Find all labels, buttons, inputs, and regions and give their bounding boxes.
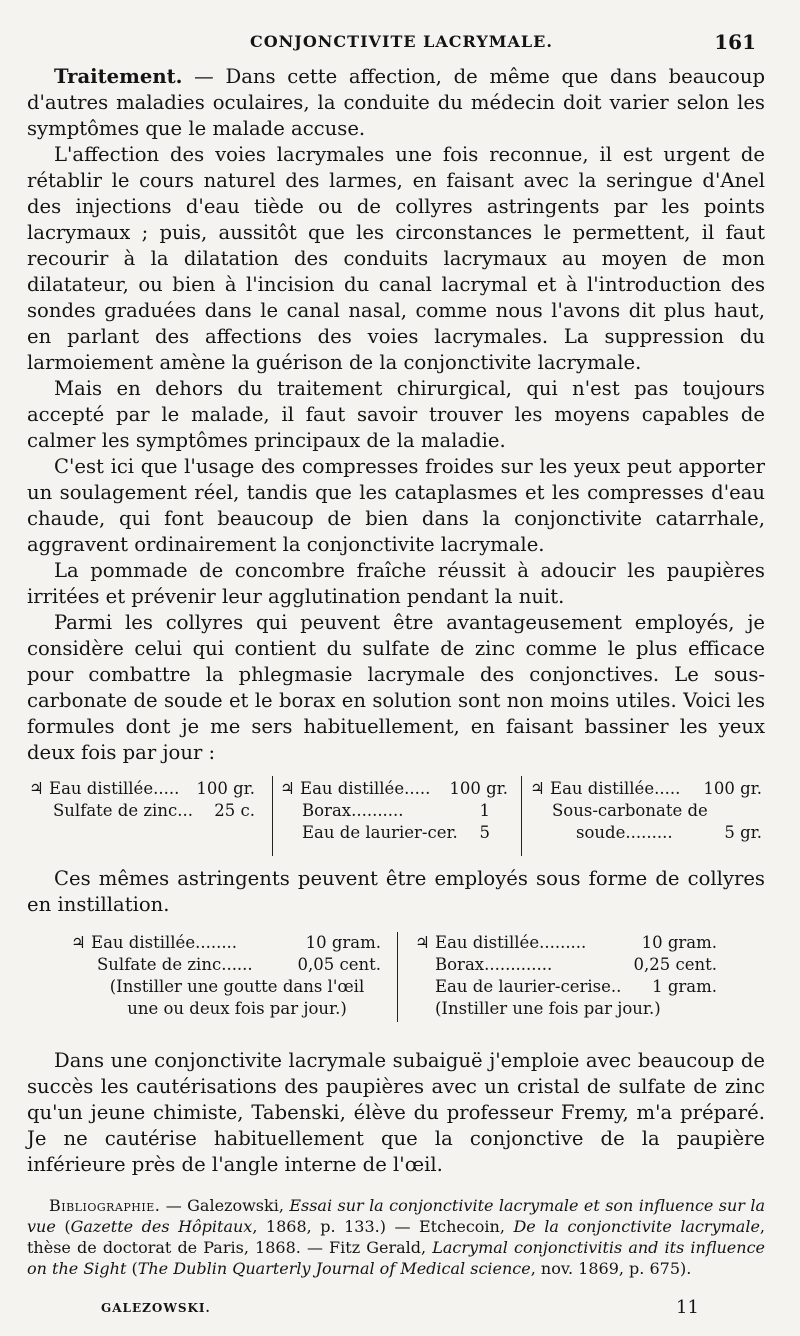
formula-5 [415,932,717,1020]
formula-ingredient: soude......... [576,823,673,842]
formula-quantity: 100 gr. [449,779,508,798]
formula-quantity: 100 gr. [703,779,762,798]
formula-ingredient: Eau de laurier-cerise.. [435,977,622,996]
formula-1 [29,778,255,822]
formula-note: (Instiller une fois par jour.) [435,999,661,1018]
formula-ingredient: ♃ Eau distillée..... [29,779,180,798]
formula-ingredient: ♃ Eau distillée..... [530,779,681,798]
paragraph-4: C'est ici que l'usage des compresses froides sur les yeux peut apporter un soulagement réel, tandis que les cataplasmes et les compresses d'eau chaude, qui font beaucoup de bien dans la conjonctivite catarrhale, aggravent ordinairement la conjonctivite lacrymale. [27,455,765,556]
formula-quantity: 100 gr. [196,779,255,798]
formula-ingredient: Sous-carbonate de [552,801,708,820]
paragraph-traitement [27,64,765,142]
formula-ingredient: Borax............. [435,955,553,974]
paragraph-2: L'affection des voies lacrymales une fois reconnue, il est urgent de rétablir le cours naturel des larmes, en faisant avec la seringue d'Anel des injections d'eau tiède ou de collyres astringents par les points lacrymaux ; puis, aussitôt que les circonstances le permettent, il faut recourir à la dilatation des conduits lacrymaux au moyen de mon dilatateur, ou bien à l'incision du canal lacrymal et à l'introduction des sondes graduées dans le canal nasal, comme nous l'avons dit plus haut, en parlant des affections des voies lacrymales. La suppression du larmoiement amène la guérison de la conjonctivite lacrymale. [27,143,765,374]
bibliography-text: , 1868, p. 133.) — Etchecoin, [252,1217,514,1236]
paragraph-6: Parmi les collyres qui peuvent être avantageusement employés, je considère celui qui contient du sulfate de zinc comme le plus efficace pour combattre la phlegmasie lacrymale des conjonctives. Le sous-carbonate de soude et le borax en solution sont non moins utiles. Voici les formules dont je me sers habituellement, en faisant bassiner les yeux deux fois par jour : [27,611,765,764]
bibliography-text: — Galezowski, [160,1196,290,1215]
paragraph-7: Ces mêmes astringents peuvent être employés sous forme de collyres en instillation. [27,867,765,916]
bibliography-text: ( [126,1259,138,1278]
formula-quantity: 5 gr. [724,823,762,842]
formula-note: (Instiller une goutte dans l'œil une ou deux fois par jour.) [109,977,365,1018]
running-title: CONJONCTIVITE LACRYMALE. [250,32,553,51]
page-number: 161 [714,30,756,54]
formula-quantity: 10 gram. [305,933,381,952]
formula-ingredient: Eau de laurier-cer. [302,823,458,842]
formula-3 [530,778,762,844]
bibliography-title: Essai sur la conjonctivite lacrymale et son influence sur la vue [27,1196,766,1236]
paragraph-3: Mais en dehors du traitement chirurgical, qui n'est pas toujours accepté par le malade, il faut savoir trouver les moyens capables de calmer les symptômes principaux de la maladie. [27,377,765,452]
paragraph-text: — Dans cette affection, de même que dans beaucoup d'autres maladies oculaires, la conduite du médecin doit varier selon les symptômes que le malade accuse. [27,65,765,140]
formula-separator [521,776,522,856]
bibliography-label: Bibliographie. [49,1196,161,1215]
printer-signature: GALEZOWSKI. [101,1301,211,1315]
bibliography [27,1195,765,1279]
formula-quantity: 1 [479,801,490,820]
formula-quantity: 1 gram. [652,977,717,996]
bibliography-title: Gazette des Hôpitaux [70,1217,253,1236]
bibliography-text: , nov. 1869, p. 675). [530,1259,692,1278]
formula-quantity: 25 c. [214,801,255,820]
formula-2 [280,778,508,844]
page-header [0,32,800,60]
section-lead: Traitement. [54,65,183,88]
formula-ingredient: ♃ Eau distillée......... [415,933,587,952]
paragraph-8: Dans une conjonctivite lacrymale subaiguë j'emploie avec beaucoup de succès les cautérisations des paupières avec un cristal de sulfate de zinc qu'un jeune chimiste, Tabenski, élève du professeur Fremy, m'a préparé. Je ne cautérise habituellement que la conjonctive de la paupière inférieure près de l'angle interne de l'œil. [27,1049,765,1176]
formula-4 [71,932,381,1020]
sheet-number: 11 [676,1297,699,1318]
formula-table-2 [27,932,765,1028]
bibliography-title: De la conjonctivite lacrymale [513,1217,760,1236]
formula-ingredient: ♃ Eau distillée..... [280,779,431,798]
formula-ingredient: Sulfate de zinc...... [97,955,253,974]
formula-quantity: 10 gram. [641,933,717,952]
bibliography-title: The Dublin Quarterly Journal of Medical science [137,1259,531,1278]
formula-table-1 [27,774,765,860]
formula-quantity: 0,25 cent. [633,955,717,974]
formula-ingredient: ♃ Eau distillée........ [71,933,238,952]
formula-quantity: 0,05 cent. [297,955,381,974]
bibliography-text: ( [55,1217,71,1236]
page-body [27,64,765,1279]
paragraph-5: La pommade de concombre fraîche réussit à adoucir les paupières irritées et prévenir leur agglutination pendant la nuit. [27,559,765,608]
bibliography-text: , thèse de doctorat de Paris, 1868. — Fitz Gerald, [27,1217,766,1257]
bibliography-title: Lacrymal conjonctivitis and its influence on the Sight [27,1238,765,1278]
formula-ingredient: Sulfate de zinc... [53,801,193,820]
formula-separator [272,776,273,856]
formula-separator [397,932,398,1022]
formula-ingredient: Borax.......... [302,801,404,820]
formula-quantity: 5 [479,823,490,842]
page-footer [0,1297,800,1317]
